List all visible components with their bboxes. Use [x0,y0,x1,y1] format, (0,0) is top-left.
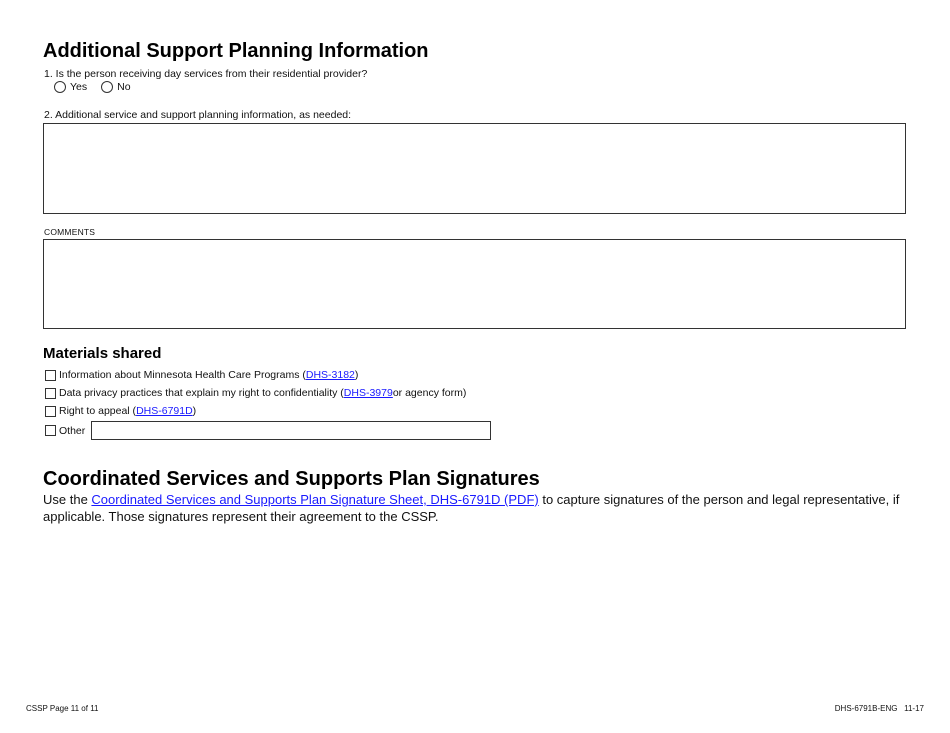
footer-form-id: DHS-6791B-ENG 11-17 [834,704,924,713]
section-title-materials-shared: Materials shared [43,345,162,362]
question-additional-info: 2. Additional service and support planning information, as needed: [44,109,352,121]
day-services-radio-group [54,81,131,93]
comments-textarea[interactable] [43,239,906,329]
footer-page-number: CSSP Page 11 of 11 [26,704,99,713]
radio-no-label: No [117,81,131,93]
checkbox-mhcp[interactable] [45,370,56,381]
checkbox-right-to-appeal[interactable] [45,406,56,417]
section-title-support-planning: Additional Support Planning Information [43,40,429,62]
material-item-right-to-appeal [45,405,196,417]
material-item-data-privacy [45,387,466,399]
link-dhs-6791d[interactable]: DHS-6791D [136,405,193,417]
signatures-text-after: to capture signatures of the person and legal representative, if applicable. Those signatures represent their agreement to the CSSP. [43,492,900,524]
other-input[interactable] [91,421,491,440]
section-title-signatures: Coordinated Services and Supports Plan Signatures [43,468,540,490]
question-day-services: 1. Is the person receiving day services from their residential provider? [44,68,368,80]
signatures-instructions [43,492,903,525]
link-signature-sheet[interactable]: Coordinated Services and Supports Plan Signature Sheet, DHS-6791D (PDF) [91,492,539,507]
radio-no[interactable] [101,81,113,93]
material-item-mhcp [45,369,358,381]
radio-option-no[interactable] [101,81,130,93]
additional-info-textarea[interactable] [43,123,906,214]
radio-yes-label: Yes [70,81,88,93]
link-dhs-3979[interactable]: DHS-3979 [343,387,393,399]
material-text: Other [59,424,86,437]
link-dhs-3182[interactable]: DHS-3182 [305,369,355,381]
material-text: Right to appeal ( [59,405,137,417]
comments-label: COMMENTS [44,227,96,237]
material-text-after: ) [354,369,359,381]
checkbox-other[interactable] [45,425,56,436]
material-text-after: or agency form) [392,387,467,399]
material-text-after: ) [192,405,197,417]
signatures-text-before: Use the [43,492,92,507]
material-item-other [45,421,491,440]
radio-option-yes[interactable] [54,81,87,93]
material-text: Information about Minnesota Health Care Programs ( [59,369,306,381]
material-text: Data privacy practices that explain my right to confidentiality ( [59,387,344,399]
radio-yes[interactable] [54,81,66,93]
checkbox-data-privacy[interactable] [45,388,56,399]
